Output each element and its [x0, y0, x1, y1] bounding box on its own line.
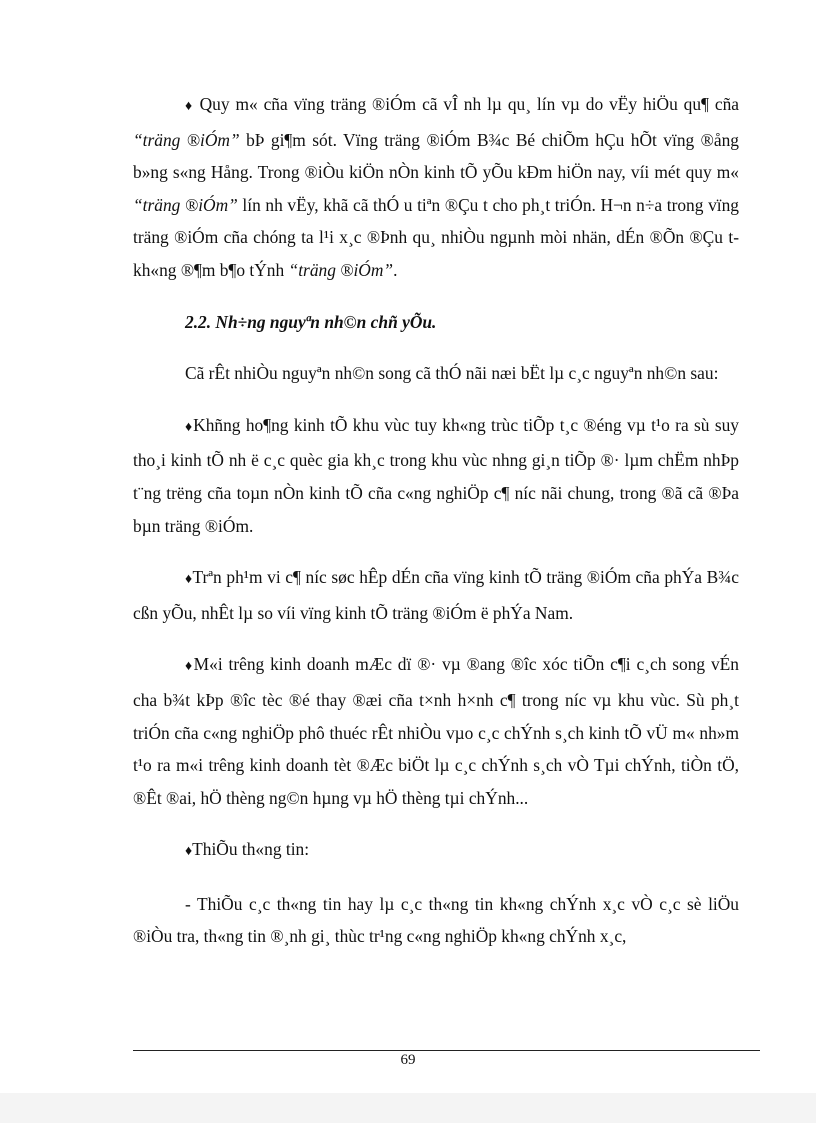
page-bottom-margin: [0, 1093, 816, 1123]
paragraph-text: - ThiÕu c¸c th«ng tin hay lµ c¸c th«ng tin kh«ng chÝnh x¸c vÒ c¸c sè liÖu ®iÒu tra, th«ng tin ®¸nh gi¸ thùc tr¹ng c«ng nghiÖp kh«ng chÝnh x¸c,: [133, 893, 739, 947]
paragraph-text: Cã rÊt nhiÒu nguyªn nh©n song cã thÓ nãi næi bËt lµ c¸c nguyªn nh©n sau:: [185, 363, 719, 384]
footer-rule: [133, 1050, 760, 1051]
body-text: [133, 88, 739, 953]
paragraph: [133, 833, 739, 869]
paragraph: [133, 648, 739, 814]
paragraph: [133, 357, 739, 390]
paragraph-text: lín nh vËy, khã cã thÓ u tiªn ®Çu t cho ph¸t triÓn. H¬n n÷a trong vïng träng ®iÓm cña chóng ta l¹i x¸c ®Þnh qu¸ nhiÒu ngµnh mòi nhän, dÉn ®Õn ®Çu t kh«ng ®¶m b¶o tÝnh: [133, 194, 739, 280]
italic-term: “träng ®iÓm”: [133, 194, 238, 215]
paragraph: [133, 88, 739, 287]
diamond-bullet-icon: ♦: [185, 572, 193, 588]
paragraph-text: M«i trêng kinh doanh mÆc dï ®· vµ ®ang ®îc xóc tiÕn c¶i c¸ch song vÉn cha b¾t kÞp ®îc tèc ®é thay ®æi cña t×nh h×nh c¶ trong níc vµ khu vùc. Sù ph¸t triÓn cña c«ng nghiÖp phô thuéc rÊt nhiÒu vµo c¸c chÝnh s¸ch kinh tÕ vÜ m« nh»m t¹o ra m«i trêng kinh doanh tèt ®Æc biÖt lµ c¸c chÝnh s¸ch vÒ Tµi chÝnh, tiÒn tÖ, ®Êt ®ai, hÖ thèng ng©n hµng vµ hÖ thèng tµi chÝnh...: [133, 654, 739, 808]
paragraph-text: bÞ gi¶m sót. Vïng träng ®iÓm B¾c Bé chiÕm hÇu hÕt vïng ®ång b»ng s«ng Hång. Trong ®iÒu kiÖn nÒn kinh tÕ yÕu kÐm hiÖn nay, víi mét quy m«: [133, 129, 739, 183]
paragraph-text: .: [393, 259, 398, 280]
diamond-bullet-icon: ♦: [185, 99, 194, 114]
paragraph-text: Trªn ph¹m vi c¶ níc søc hÊp dÉn cña vïng kinh tÕ träng ®iÓm cña phÝa B¾c cßn yÕu, nhÊt lµ so víi vïng kinh tÕ träng ®iÓm ë phÝa Nam.: [133, 567, 739, 623]
paragraph: [133, 409, 739, 542]
italic-term: “träng ®iÓm”: [288, 259, 394, 280]
section-heading: 2.2. Nh÷ng nguyªn nh©n chñ yÕu.: [185, 311, 437, 332]
diamond-bullet-icon: ♦: [185, 844, 193, 860]
diamond-bullet-icon: ♦: [185, 659, 194, 675]
paragraph-text: ThiÕu th«ng tin:: [192, 839, 310, 860]
italic-term: “träng ®iÓm”: [133, 129, 240, 150]
diamond-bullet-icon: ♦: [185, 419, 194, 435]
paragraph-text: Khñng ho¶ng kinh tÕ khu vùc tuy kh«ng trùc tiÕp t¸c ®éng vµ t¹o ra sù suy tho¸i kinh tÕ nh ë c¸c quèc gia kh¸c trong khu vùc nhng gi¸n tiÕp ®· lµm chËm nhÞp t¨ng trëng cña toµn nÒn kinh tÕ cña c«ng nghiÖp c¶ níc nãi chung, trong ®ã cã ®Þa bµn träng ®iÓm.: [133, 414, 739, 536]
paragraph: [133, 561, 739, 629]
page-number: 69: [400, 1052, 416, 1068]
paragraph: [133, 888, 739, 953]
paragraph-text: Quy m« cña vïng träng ®iÓm cã vÎ nh lµ qu¸ lín vµ do vËy hiÖu qu¶ cña: [193, 94, 739, 114]
